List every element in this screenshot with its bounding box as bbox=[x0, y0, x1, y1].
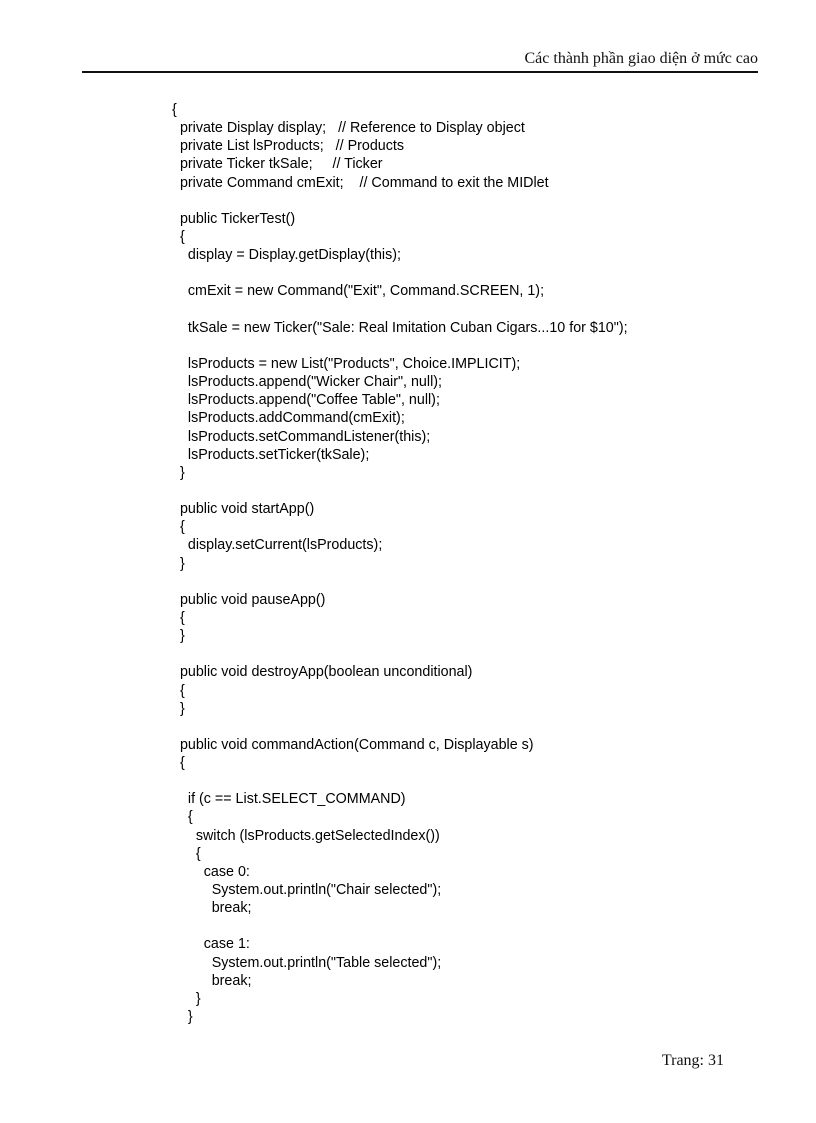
code-line: System.out.println("Chair selected"); bbox=[172, 882, 442, 899]
code-line: System.out.println("Table selected"); bbox=[172, 954, 442, 971]
code-line bbox=[172, 645, 772, 663]
code-line bbox=[172, 718, 772, 736]
code-line: break; bbox=[172, 900, 252, 917]
code-line: { bbox=[172, 102, 177, 118]
code-line: } bbox=[172, 464, 185, 481]
code-line: public void startApp() bbox=[172, 501, 315, 518]
code-line: public void destroyApp(boolean unconditional) bbox=[172, 664, 473, 681]
code-line: } bbox=[172, 628, 185, 645]
code-line: { bbox=[172, 755, 185, 772]
code-listing bbox=[172, 101, 772, 1026]
code-line: lsProducts.setCommandListener(this); bbox=[172, 428, 431, 445]
code-line: { bbox=[172, 228, 185, 245]
code-line: switch (lsProducts.getSelectedIndex()) bbox=[172, 827, 440, 844]
code-line: private Display display; // Reference to Display object bbox=[172, 120, 525, 137]
code-line: public void pauseApp() bbox=[172, 591, 326, 608]
code-line: lsProducts = new List("Products", Choice.IMPLICIT); bbox=[172, 355, 521, 372]
code-line: } bbox=[172, 700, 185, 717]
code-line: case 1: bbox=[172, 936, 250, 953]
code-line: if (c == List.SELECT_COMMAND) bbox=[172, 791, 406, 808]
page-header-title: Các thành phần giao diện ở mức cao bbox=[524, 50, 758, 67]
code-line: { bbox=[172, 682, 185, 699]
code-line: break; bbox=[172, 972, 252, 989]
code-line: } bbox=[172, 1009, 193, 1026]
code-line bbox=[172, 573, 772, 591]
code-line: { bbox=[172, 519, 185, 536]
code-line: lsProducts.addCommand(cmExit); bbox=[172, 410, 405, 427]
code-line: { bbox=[172, 845, 201, 862]
page-number: Trang: 31 bbox=[661, 1052, 724, 1069]
code-line: display = Display.getDisplay(this); bbox=[172, 247, 401, 264]
code-line: { bbox=[172, 809, 193, 826]
code-line: tkSale = new Ticker("Sale: Real Imitation Cuban Cigars...10 for $10"); bbox=[172, 319, 628, 336]
code-line: public TickerTest() bbox=[172, 210, 296, 227]
code-line: public void commandAction(Command c, Displayable s) bbox=[172, 736, 534, 753]
code-line: { bbox=[172, 609, 185, 626]
code-line: } bbox=[172, 555, 185, 572]
code-line bbox=[172, 337, 772, 355]
code-line: lsProducts.setTicker(tkSale); bbox=[172, 446, 370, 463]
code-line bbox=[172, 264, 772, 282]
code-line: private Command cmExit; // Command to exit the MIDlet bbox=[172, 174, 549, 191]
code-line: case 0: bbox=[172, 863, 250, 880]
code-line: private List lsProducts; // Products bbox=[172, 138, 405, 155]
code-line: display.setCurrent(lsProducts); bbox=[172, 537, 383, 554]
code-line bbox=[172, 772, 772, 790]
code-line bbox=[172, 301, 772, 319]
code-line bbox=[172, 482, 772, 500]
header-divider bbox=[82, 71, 758, 73]
code-line: lsProducts.append("Wicker Chair", null); bbox=[172, 374, 442, 391]
code-line: cmExit = new Command("Exit", Command.SCREEN, 1); bbox=[172, 283, 545, 300]
code-line: lsProducts.append("Coffee Table", null); bbox=[172, 392, 440, 409]
code-line bbox=[172, 917, 772, 935]
code-line: private Ticker tkSale; // Ticker bbox=[172, 156, 383, 173]
code-line bbox=[172, 192, 772, 210]
code-line: } bbox=[172, 990, 201, 1007]
